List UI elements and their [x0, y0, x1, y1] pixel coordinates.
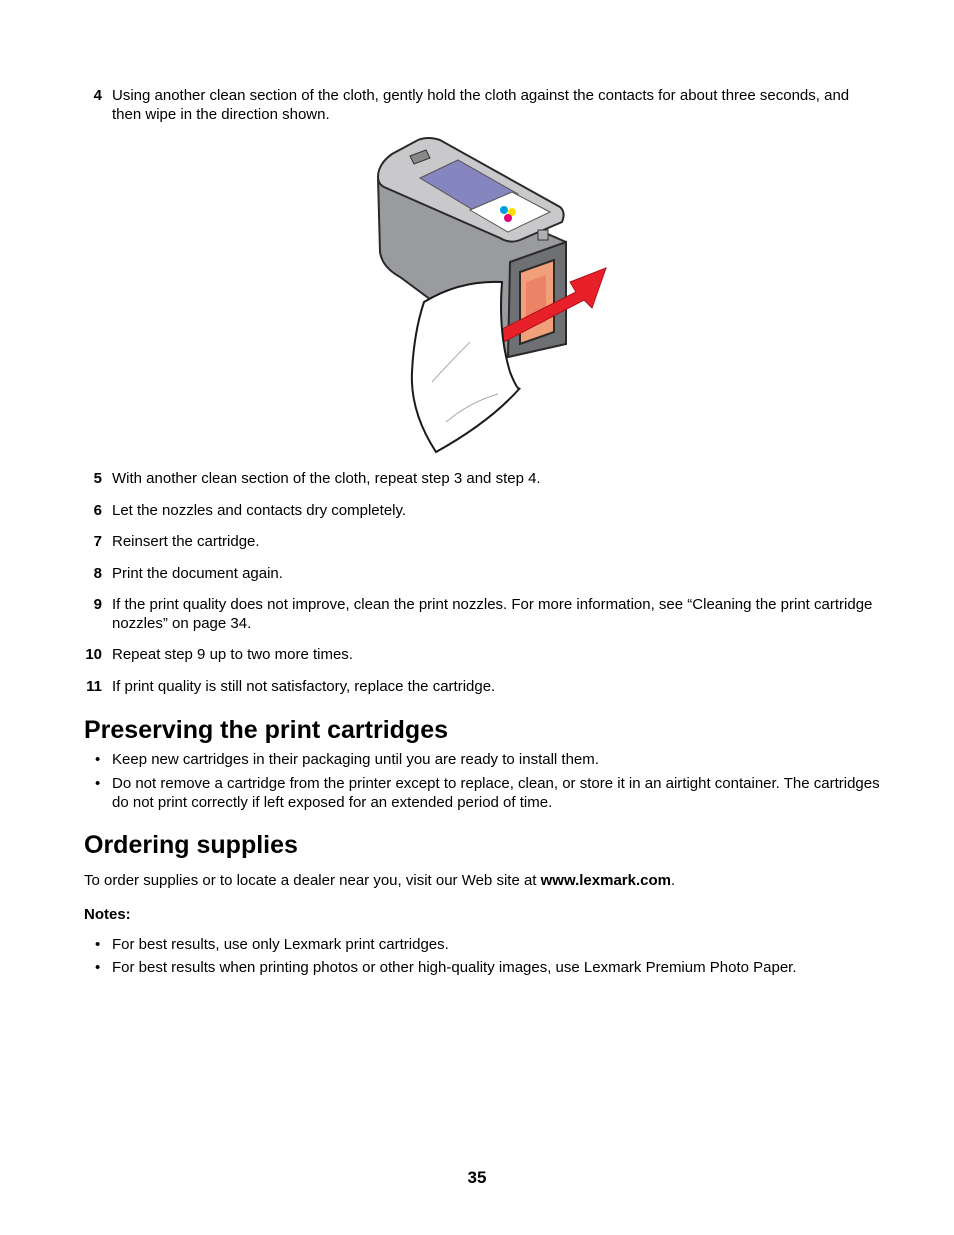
step-text: Reinsert the cartridge. — [112, 533, 260, 550]
bullet-glyph: • — [95, 936, 101, 953]
step-text: Repeat step 9 up to two more times. — [112, 646, 353, 663]
section-heading-ordering: Ordering supplies — [84, 831, 298, 859]
bullet-text: For best results, use only Lexmark print cartridges. — [112, 936, 449, 953]
lexmark-website-link[interactable]: www.lexmark.com — [540, 872, 671, 889]
intro-end: . — [670, 872, 676, 889]
page-number: 35 — [467, 1168, 487, 1187]
step-text: With another clean section of the cloth, repeat step 3 and step 4. — [112, 470, 541, 487]
intro-text: To order supplies or to locate a dealer near you, visit our Web site at — [84, 872, 541, 889]
step-number: 9 — [93, 596, 102, 613]
bullet-glyph: • — [95, 775, 101, 792]
step-number: 4 — [93, 87, 102, 104]
step-text: Let the nozzles and contacts dry completely. — [112, 502, 407, 519]
print-cartridge-cleaning-illustration — [370, 132, 610, 454]
section-heading-preserving: Preserving the print cartridges — [84, 716, 449, 744]
step-number: 7 — [93, 533, 102, 550]
notes-label: Notes: — [84, 906, 131, 923]
cyan-dot — [500, 206, 508, 214]
step-text: Print the document again. — [112, 565, 283, 582]
bullet-glyph: • — [95, 959, 101, 976]
step-text: If print quality is still not satisfactory, replace the cartridge. — [112, 678, 496, 695]
step-number: 10 — [85, 646, 102, 663]
step-number: 6 — [93, 502, 102, 519]
step-number: 8 — [93, 565, 102, 582]
bullet-text: Do not remove a cartridge from the printer except to replace, clean, or store it in an airtight container. The cartridges do not print correctly if left exposed for an extended period of time. — [112, 775, 880, 811]
step-text: Using another clean section of the cloth, gently hold the cloth against the contacts for about three seconds, and then wipe in the direction shown. — [112, 87, 850, 123]
step-number: 5 — [93, 470, 102, 487]
ordering-intro — [84, 871, 884, 890]
magenta-dot — [504, 214, 512, 222]
bullet-text: Keep new cartridges in their packaging until you are ready to install them. — [112, 751, 599, 768]
step-number: 11 — [86, 678, 102, 695]
cartridge-clip — [538, 230, 548, 240]
bullet-text: For best results when printing photos or other high-quality images, use Lexmark Premium Photo Paper. — [112, 959, 797, 976]
bullet-glyph: • — [95, 751, 101, 768]
step-text: If the print quality does not improve, clean the print nozzles. For more information, see “Cleaning the print cartridge nozzles” on page 34. — [112, 596, 873, 632]
